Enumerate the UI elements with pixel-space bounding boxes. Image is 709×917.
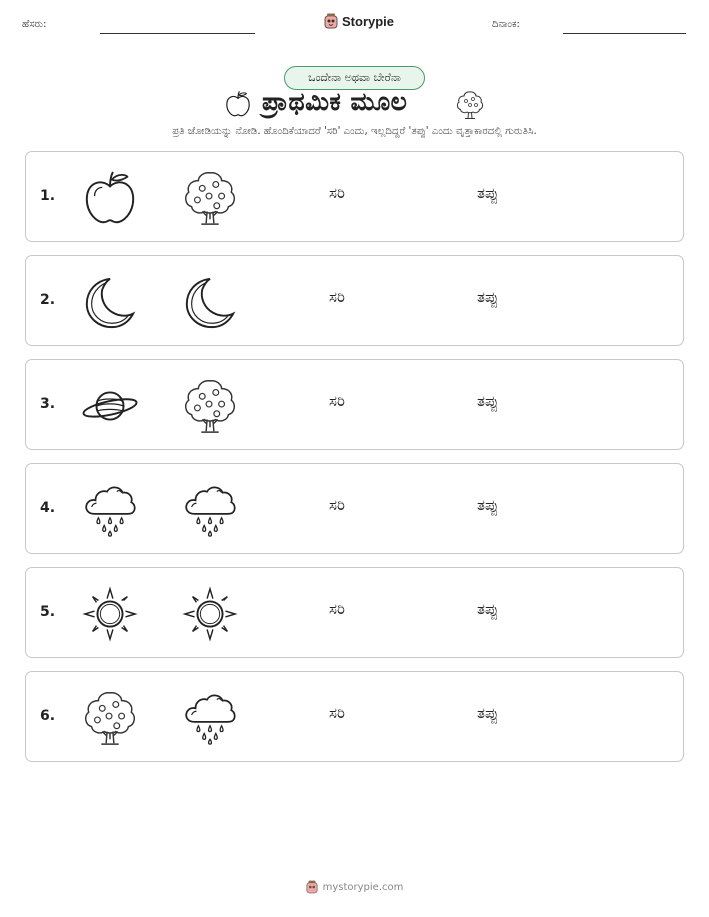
false-option[interactable]: ತಪ್ಪು xyxy=(477,288,499,306)
question-number: 3. xyxy=(40,396,56,412)
false-option[interactable]: ತಪ್ಪು xyxy=(477,184,499,202)
name-field[interactable] xyxy=(100,33,255,34)
apple-icon xyxy=(224,89,252,119)
moon-icon xyxy=(81,273,139,331)
instruction-text: ಪ್ರತಿ ಜೋಡಿಯನ್ನು ನೋಡಿ. ಹೊಂದಿಕೆಯಾದರೆ 'ಸರಿ' ಎಂದು, ಇಲ್ಲದಿದ್ದರೆ 'ತಪ್ಪು' ಎಂದು ವೃತ್ತಾಕಾರದಲ್ಲಿ ಗುರುತಿಸಿ. xyxy=(172,126,537,137)
date-label: ದಿನಾಂಕ: xyxy=(492,19,520,30)
question-number: 6. xyxy=(40,708,56,724)
tree-icon xyxy=(181,377,239,435)
brand-name: Storypie xyxy=(342,13,395,29)
true-option[interactable]: ಸರಿ xyxy=(329,496,345,514)
cloud-icon xyxy=(81,481,139,539)
true-option[interactable]: ಸರಿ xyxy=(329,600,345,618)
true-option[interactable]: ಸರಿ xyxy=(329,184,345,202)
sun-icon xyxy=(81,585,139,643)
cloud-icon xyxy=(181,689,239,747)
question-number: 2. xyxy=(40,292,56,308)
true-option[interactable]: ಸರಿ xyxy=(329,288,345,306)
apple-icon xyxy=(81,169,139,227)
true-option[interactable]: ಸರಿ xyxy=(329,392,345,410)
question-number: 5. xyxy=(40,604,56,620)
false-option[interactable]: ತಪ್ಪು xyxy=(477,392,499,410)
false-option[interactable]: ತಪ್ಪು xyxy=(477,496,499,514)
question-card xyxy=(25,151,684,242)
false-option[interactable]: ತಪ್ಪು xyxy=(477,600,499,618)
sun-icon xyxy=(181,585,239,643)
storypie-logo-icon xyxy=(324,13,338,29)
tree-icon xyxy=(455,89,485,121)
planet-icon xyxy=(81,377,139,435)
question-card xyxy=(25,463,684,554)
true-option[interactable]: ಸರಿ xyxy=(329,704,345,722)
question-card xyxy=(25,671,684,762)
worksheet-type-badge: ಒಂದೇನಾ ಅಥವಾ ಬೇರೆನಾ xyxy=(284,66,425,90)
brand-logo xyxy=(324,13,394,29)
tree-icon xyxy=(181,169,239,227)
tree-icon xyxy=(81,689,139,747)
name-label: ಹೆಸರು: xyxy=(22,19,47,30)
footer-url: mystorypie.com xyxy=(322,881,404,893)
cloud-icon xyxy=(181,481,239,539)
moon-icon xyxy=(181,273,239,331)
date-field[interactable] xyxy=(563,33,686,34)
question-number: 1. xyxy=(40,188,56,204)
false-option[interactable]: ತಪ್ಪು xyxy=(477,704,499,722)
question-card xyxy=(25,255,684,346)
question-card xyxy=(25,567,684,658)
footer xyxy=(0,880,709,894)
storypie-logo-icon xyxy=(306,880,318,894)
question-number: 4. xyxy=(40,500,56,516)
question-card xyxy=(25,359,684,450)
page-title: ಪ್ರಾಥಮಿಕ ಮೂಲ xyxy=(262,87,408,116)
